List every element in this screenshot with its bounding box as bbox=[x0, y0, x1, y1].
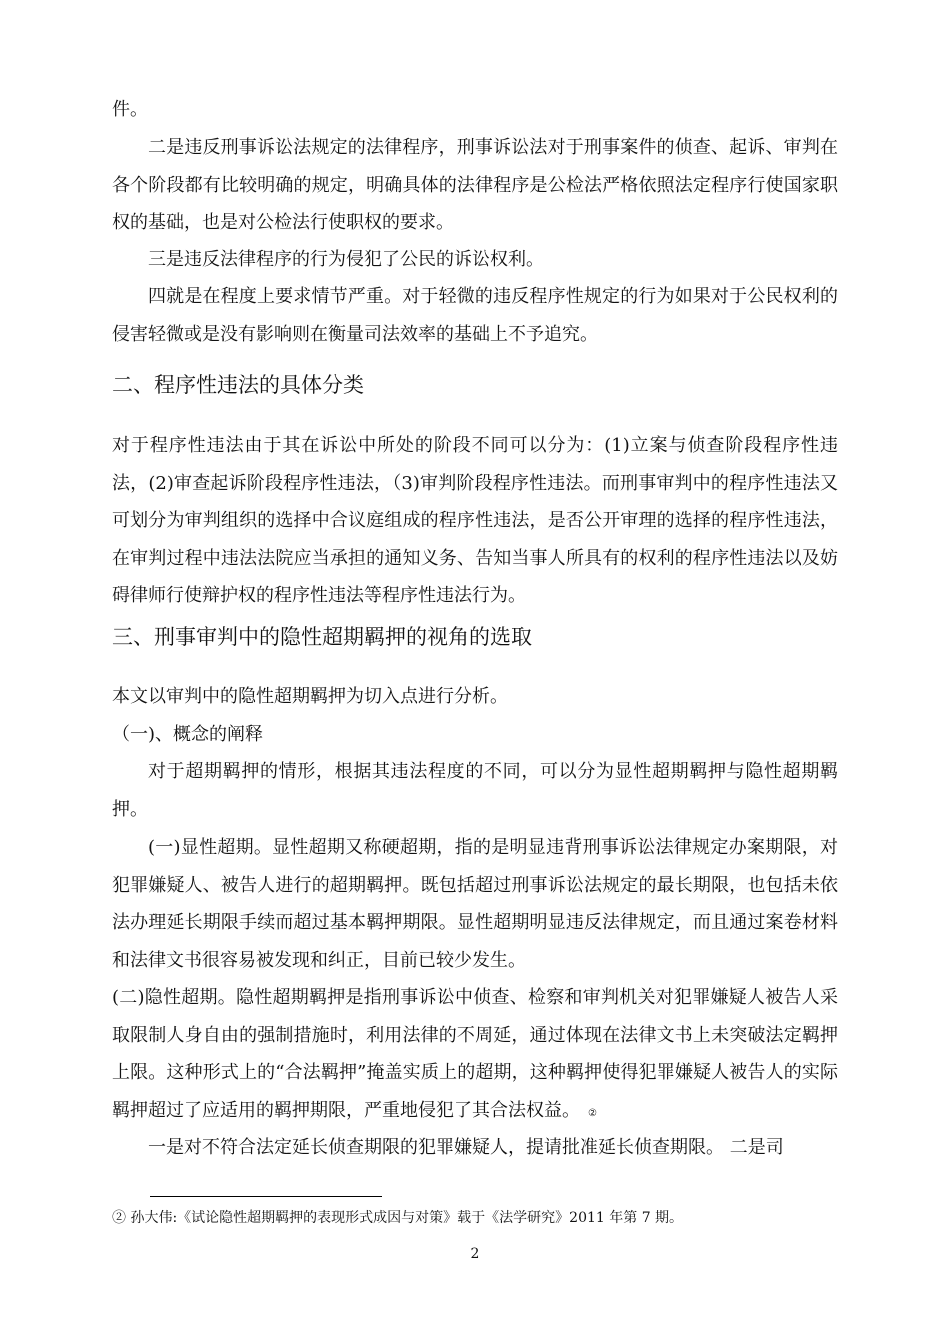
paragraph-classification: 对于程序性违法由于其在诉讼中所处的阶段不同可以分为：(1)立案与侦查阶段程序性违法，(2)审查起诉阶段程序性违法，（3)审判阶段程序性违法。而刑事审判中的程序性违法又可划分为审判组织的选择中合议庭组成的程序性违法，是否公开审理的选择的程序性违法，在审判过程中违法法院应当承担的通知义务、告知当事人所具有的权利的程序性违法以及妨碍律师行使辩护权的程序性违法等程序性违法行为。 bbox=[112, 435, 838, 606]
paragraph-implicit-overdue bbox=[112, 979, 838, 1132]
paragraph-item-one: 一是对不符合法定延长侦查期限的犯罪嫌疑人，提请批准延长侦查期限。 二是司 bbox=[148, 1137, 784, 1158]
section-heading-two: 二、程序性违法的具体分类 bbox=[112, 373, 364, 397]
subsection-heading: （一)、概念的阐释 bbox=[112, 724, 264, 745]
footnote: ② 孙大伟:《试论隐性超期羁押的表现形式成因与对策》载于《法学研究》2011 年第 7 期。 bbox=[112, 1210, 684, 1226]
paragraph-overdetention-types: 对于超期羁押的情形，根据其违法程度的不同，可以分为显性超期羁押与隐性超期羁押。 bbox=[112, 761, 838, 820]
paragraph-point-four: 四就是在程度上要求情节严重。对于轻微的违反程序性规定的行为如果对于公民权利的侵害轻微或是没有影响则在衡量司法效率的基础上不予追究。 bbox=[112, 286, 838, 345]
paragraph-explicit-overdue: (一)显性超期。显性超期又称硬超期，指的是明显违背刑事诉讼法律规定办案期限，对犯罪嫌疑人、被告人进行的超期羁押。既包括超过刑事诉讼法规定的最长期限，也包括未依法办理延长期限手续而超过基本羁押期限。显性超期明显违反法律规定，而且通过案卷材料和法律文书很容易被发现和纠正，目前已较少发生。 bbox=[112, 837, 838, 971]
paragraph-intro: 本文以审判中的隐性超期羁押为切入点进行分析。 bbox=[112, 686, 508, 707]
footnote-reference: ② bbox=[588, 1107, 597, 1119]
footnote-divider bbox=[150, 1196, 382, 1197]
paragraph-implicit-overdue-text: (二)隐性超期。隐性超期羁押是指刑事诉讼中侦查、检察和审判机关对犯罪嫌疑人被告人采取限制人身自由的强制措施时，利用法律的不周延，通过体现在法律文书上未突破法定羁押上限。这种形式上的“合法羁押”掩盖实质上的超期，这种羁押使得犯罪嫌疑人被告人的实际羁押超过了应适用的羁押期限，严重地侵犯了其合法权益。 bbox=[112, 987, 838, 1121]
paragraph-point-two: 二是违反刑事诉讼法规定的法律程序，刑事诉讼法对于刑事案件的侦查、起诉、审判在各个阶段都有比较明确的规定，明确具体的法律程序是公检法严格依照法定程序行使国家职权的基础，也是对公检法行使职权的要求。 bbox=[112, 137, 838, 233]
paragraph-point-three: 三是违反法律程序的行为侵犯了公民的诉讼权利。 bbox=[148, 249, 544, 270]
page-number: 2 bbox=[470, 1246, 480, 1262]
paragraph-continuation: 件。 bbox=[112, 99, 148, 120]
section-heading-three: 三、刑事审判中的隐性超期羁押的视角的选取 bbox=[112, 625, 532, 649]
